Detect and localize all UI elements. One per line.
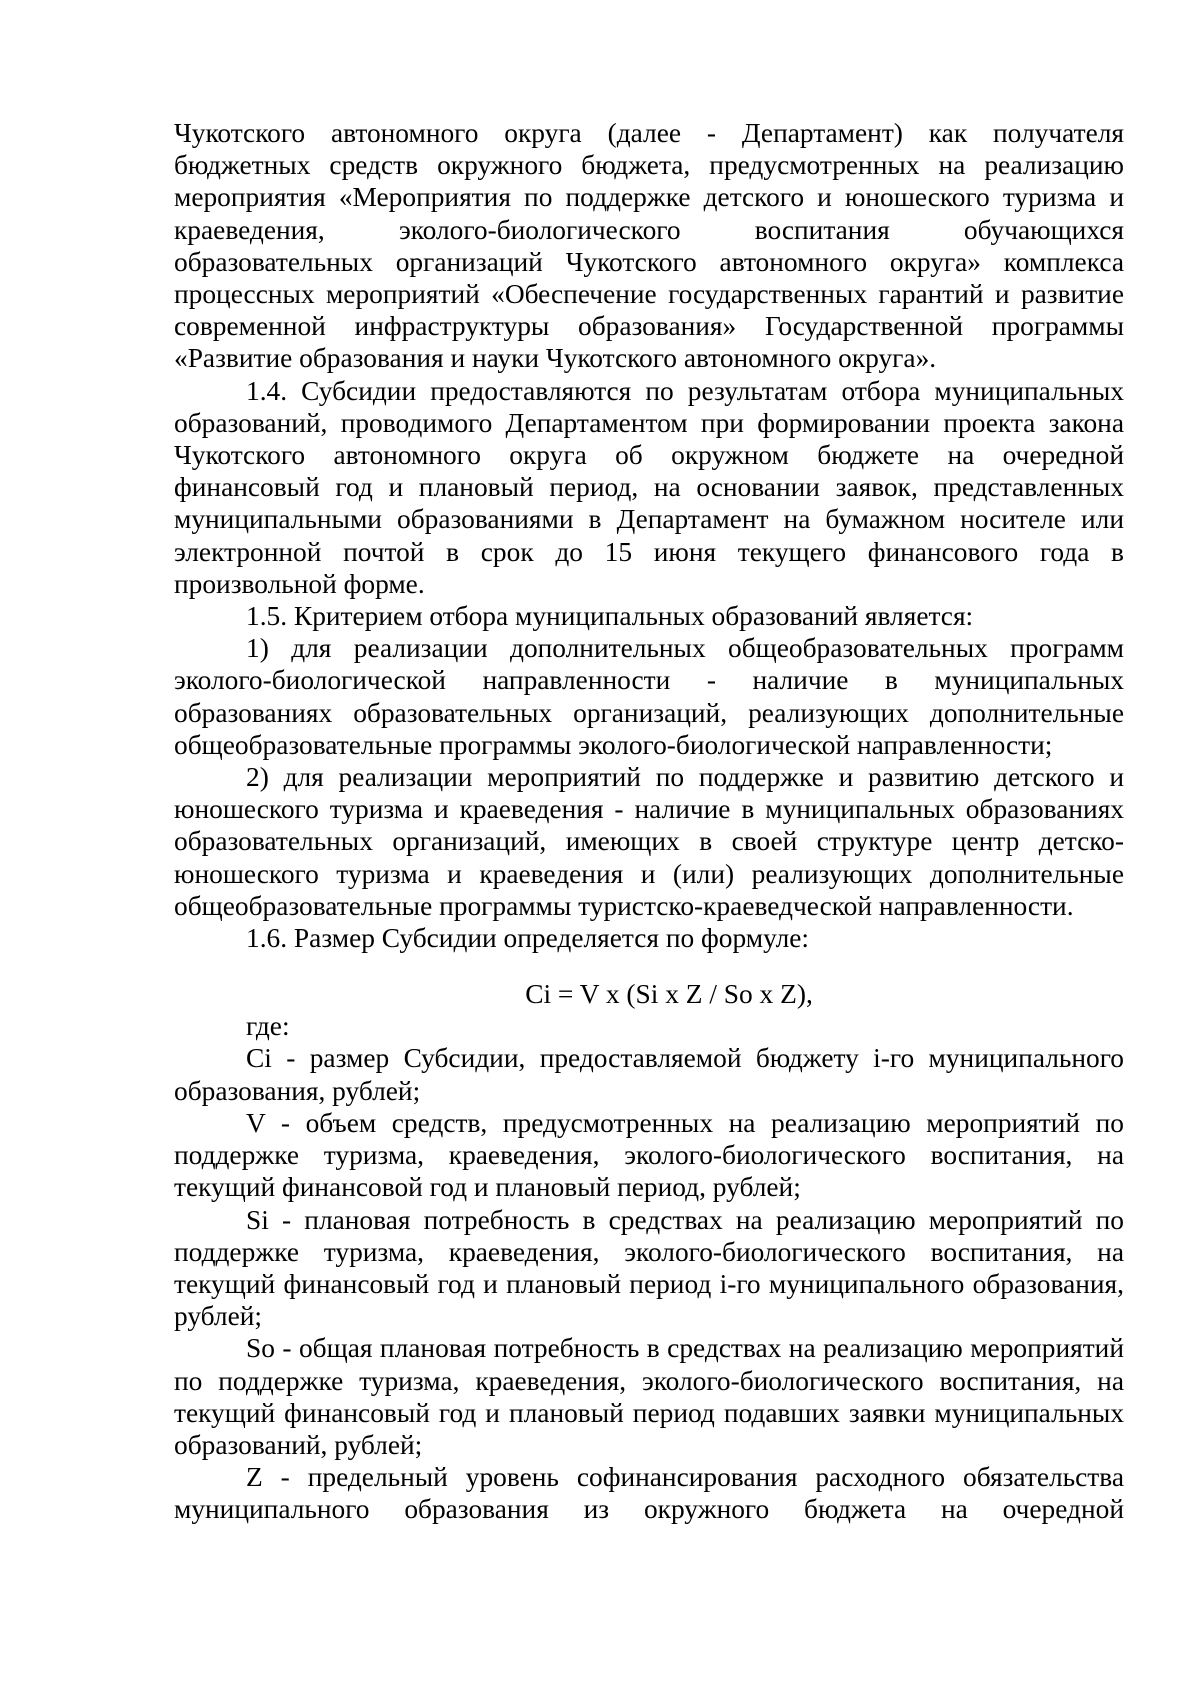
definition-z: Z - предельный уровень софинансирования расходного обязательства муниципального образования из окружного бюджета на очередной: [174, 1462, 1124, 1525]
definition-so: So - общая плановая потребность в средствах на реализацию мероприятий по поддержке туризма, краеведения, эколого-биологического воспитания, на текущий финансовый год и плановый период подавших заявки муниципальных образований, рублей;: [174, 1333, 1124, 1460]
definition-ci: Ci - размер Субсидии, предоставляемой бюджету i-го муниципального образования, рублей;: [174, 1043, 1124, 1106]
paragraph-criterion-2-tourism: 2) для реализации мероприятий по поддержке и развитию детского и юношеского туризма и краеведения - наличие в муниципальных образованиях образовательных организаций, имеющих в своей структуре центр детско-юношеского туризма и краеведения и (или) реализующих дополнительные общеобразовательные программы туристско-краеведческой направленности.: [174, 762, 1124, 921]
paragraph-1-5-criterion: 1.5. Критерием отбора муниципальных образований является:: [246, 601, 974, 632]
where-label: где:: [246, 1011, 290, 1042]
paragraph-1-4-subsidy-selection: 1.4. Субсидии предоставляются по результатам отбора муниципальных образований, проводимого Департаментом при формировании проекта закона Чукотского автономного округа об окружном бюджете на очередной финансовый год и плановый период, на основании заявок, представленных муниципальными образованиями в Департамент на бумажном носителе или электронной почтой в срок до 15 июня текущего финансового года в произвольной форме.: [174, 375, 1124, 599]
subsidy-formula: Ci = V x (Si x Z / So x Z),: [525, 979, 813, 1010]
paragraph-criterion-1-ecology: 1) для реализации дополнительных общеобразовательных программ эколого-биологической направленности - наличие в муниципальных образованиях образовательных организаций, реализующих дополнительные общеобразовательные программы эколого-биологической направленности;: [174, 633, 1124, 760]
paragraph-department-recipient: Чукотского автономного округа (далее - Департамент) как получателя бюджетных средств окружного бюджета, предусмотренных на реализацию мероприятия «Мероприятия по поддержке детского и юношеского туризма и краеведения, эколого-биологического воспитания обучающихся образовательных организаций Чукотского автономного округа» комплекса процессных мероприятий «Обеспечение государственных гарантий и развитие современной инфраструктуры образования» Государственной программы «Развитие образования и науки Чукотского автономного округа».: [174, 118, 1124, 374]
paragraph-1-6-subsidy-size: 1.6. Размер Субсидии определяется по формуле:: [246, 923, 810, 954]
definition-v: V - объем средств, предусмотренных на реализацию мероприятий по поддержке туризма, краеведения, эколого-биологического воспитания, на текущий финансовой год и плановый период, рублей;: [174, 1107, 1124, 1203]
definition-si: Si - плановая потребность в средствах на реализацию мероприятий по поддержке туризма, краеведения, эколого-биологического воспитания, на текущий финансовый год и плановый период i-го муниципального образования, рублей;: [174, 1204, 1124, 1332]
document-page: [174, 117, 1124, 1526]
